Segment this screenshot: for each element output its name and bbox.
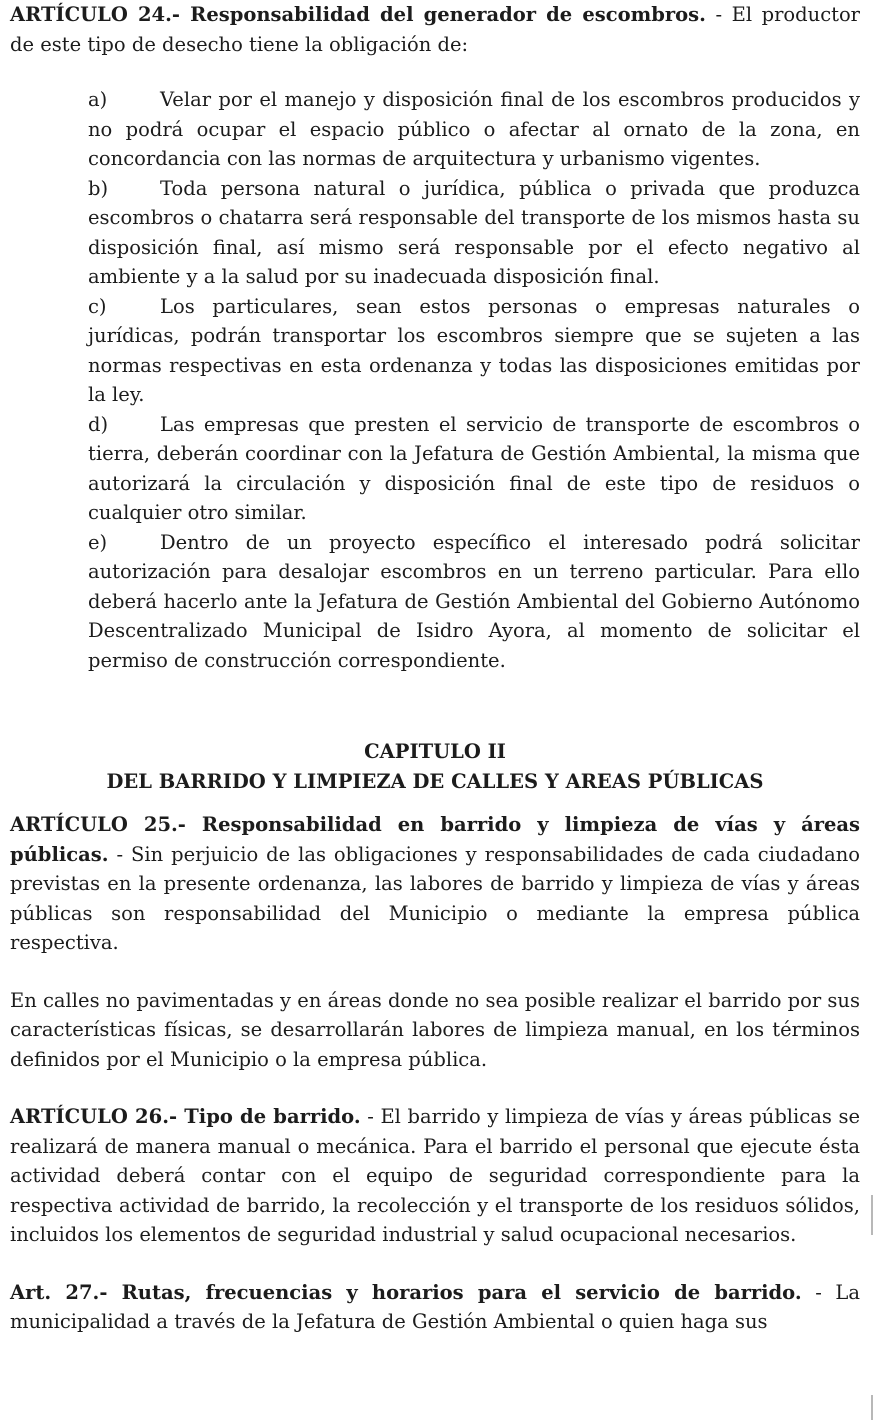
list-item [88,410,860,528]
article-26-paragraph [10,1102,860,1250]
article-24-paragraph [10,0,860,59]
list-marker: e) [88,530,108,554]
article-24-intro: - El productor de este tipo de desecho tiene la obligación de: [10,3,861,56]
article-25-body: - Sin perjuicio de las obligaciones y responsabilidades de cada ciudadano previstas en la presente ordenanza, las labores de barrido y limpieza de vías y áreas públicas son responsabilidad del Municipio o mediante la empresa pública respectiva. [10,842,860,954]
list-item [88,85,860,174]
document-page [10,0,860,1337]
article-25-heading: ARTÍCULO 25.- Responsabilidad en barrido y limpieza de vías y áreas públicas. [10,813,860,866]
list-marker: c) [88,294,107,318]
article-27-heading: Art. 27.- Rutas, frecuencias y horarios para el servicio de barrido. [10,1280,802,1304]
list-marker: a) [88,88,108,111]
list-item [88,292,860,410]
article-26-heading: ARTÍCULO 26.- Tipo de barrido. [10,1105,361,1128]
article-27-body: - La municipalidad a través de la Jefatura de Gestión Ambiental o quien haga sus [10,1280,861,1333]
chapter-title: DEL BARRIDO Y LIMPIEZA DE CALLES Y AREAS PÚBLICAS [106,769,764,793]
article-24-list [10,85,860,675]
list-item-text: Toda persona natural o jurídica, pública o privada que produzca escombros o chatarra será responsable del transporte de los mismos hasta su disposición final, así mismo será responsable por el efecto negativo al ambiente y a la salud por su inadecuada disposición final. [88,176,860,288]
list-item-text: Los particulares, sean estos personas o empresas naturales o jurídicas, podrán transportar los escombros siempre que se sujeten a las normas respectivas en esta ordenanza y todas las disposiciones emitidas por la ley. [88,294,860,406]
list-item [88,174,860,292]
article-24-heading: ARTÍCULO 24.- Responsabilidad del generador de escombros. [10,3,706,26]
list-item-text: Las empresas que presten el servicio de transporte de escombros o tierra, deberán coordinar con la Jefatura de Gestión Ambiental, la misma que autorizará la circulación y disposición final de este tipo de residuos o cualquier otro similar. [88,412,860,524]
list-marker: b) [88,176,109,200]
article-25-paragraph [10,810,860,958]
list-item-text: Dentro de un proyecto específico el interesado podrá solicitar autorización para desalojar escombros en un terreno particular. Para ello deberá hacerlo ante la Jefatura de Gestión Ambiental del Gobierno Autónomo Descentralizado Municipal de Isidro Ayora, al momento de solicitar el permiso de construcción correspondiente. [88,530,860,672]
article-27-paragraph [10,1278,860,1337]
list-item [88,528,860,676]
chapter-heading [10,737,860,796]
list-item-text: Velar por el manejo y disposición final de los escombros producidos y no podrá ocupar el espacio público o afectar al ornato de la zona, en concordancia con las normas de arquitectura y urbanismo vigentes. [88,88,860,170]
article-26-body: - El barrido y limpieza de vías y áreas públicas se realizará de manera manual o mecánica. Para el barrido el personal que ejecute ésta actividad deberá contar con el equipo de seguridad correspondiente para la respectiva actividad de barrido, la recolección y el transporte de los residuos sólidos, incluidos los elementos de seguridad industrial y salud ocupacional necesarios. [10,1105,860,1246]
article-25-paragraph-2: En calles no pavimentadas y en áreas donde no sea posible realizar el barrido por sus características físicas, se desarrollarán labores de limpieza manual, en los términos definidos por el Municipio o la empresa pública. [10,988,860,1071]
chapter-number: CAPITULO II [364,740,506,763]
list-marker: d) [88,412,109,436]
